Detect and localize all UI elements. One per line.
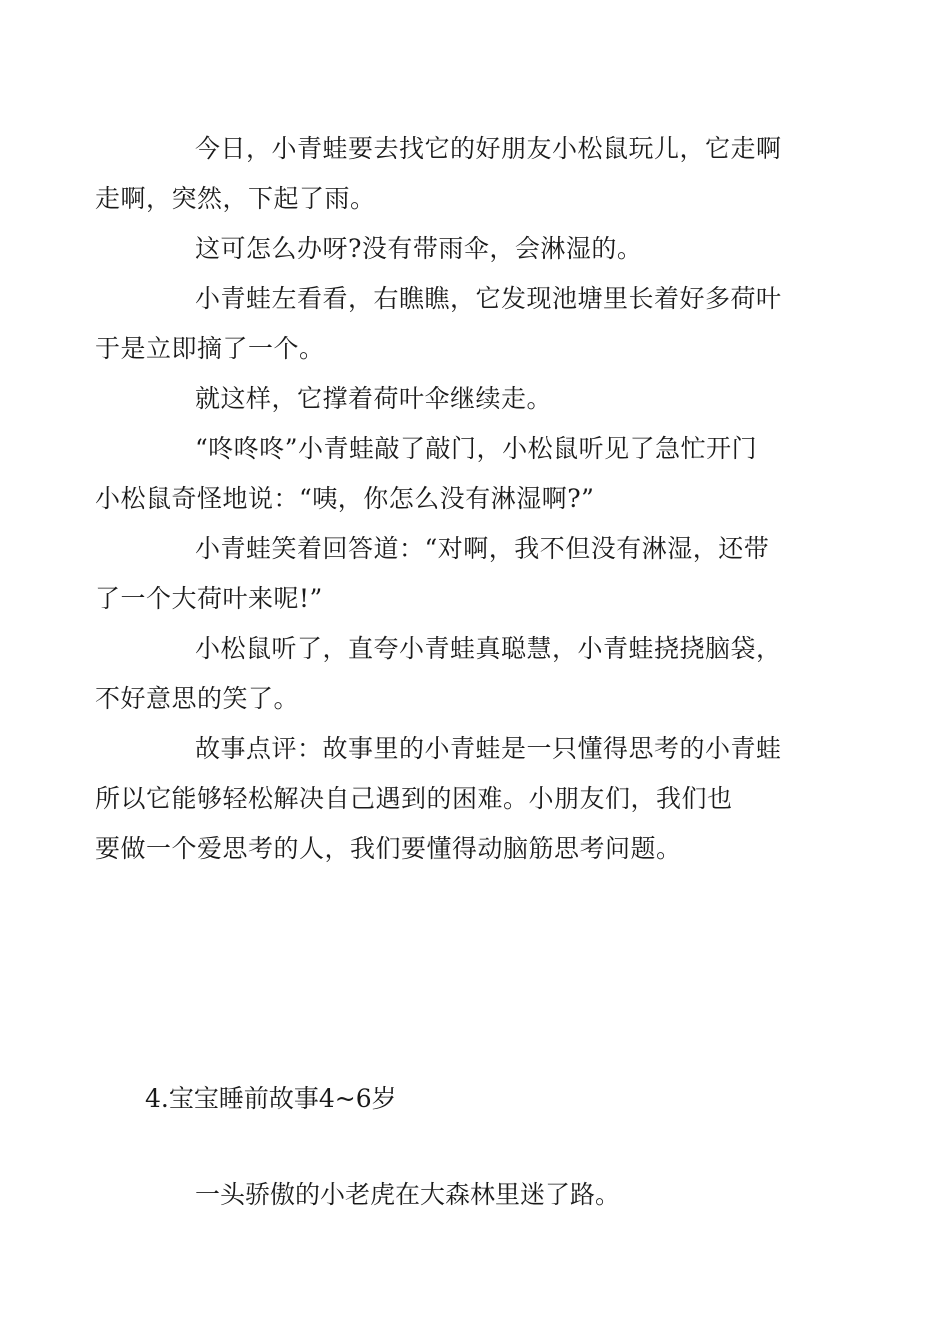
paragraph xyxy=(95,524,810,624)
text-line: 这可怎么办呀?没有带雨伞，会淋湿的。 xyxy=(195,234,643,263)
text-line: 了一个大荷叶来呢!” xyxy=(95,584,323,613)
text-line: 今日，小青蛙要去找它的好朋友小松鼠玩儿，它走啊 xyxy=(195,134,782,163)
paragraph xyxy=(95,624,810,724)
text-line: 小青蛙笑着回答道：“对啊，我不但没有淋湿，还带 xyxy=(195,534,770,563)
text-line: 小松鼠听了，直夸小青蛙真聪慧，小青蛙挠挠脑袋， xyxy=(195,634,782,663)
text-line: 小松鼠奇怪地说：“咦，你怎么没有淋湿啊?” xyxy=(95,484,595,513)
story-body xyxy=(95,124,810,874)
text-line: 要做一个爱思考的人，我们要懂得动脑筋思考问题。 xyxy=(95,834,682,863)
text-line: “咚咚咚”小青蛙敲了敲门，小松鼠听见了急忙开门 xyxy=(195,434,758,463)
paragraph xyxy=(95,724,810,874)
text-line: 于是立即摘了一个。 xyxy=(95,334,325,363)
text-line: 故事点评：故事里的小青蛙是一只懂得思考的小青蛙 xyxy=(195,734,782,763)
paragraph xyxy=(95,424,810,524)
text-line: 所以它能够轻松解决自己遇到的困难。小朋友们，我们也 xyxy=(95,784,733,813)
section-heading: 4.宝宝睡前故事4~6岁 xyxy=(145,1084,397,1113)
paragraph xyxy=(95,124,810,224)
text-line: 就这样，它撑着荷叶伞继续走。 xyxy=(195,384,553,413)
text-line: 不好意思的笑了。 xyxy=(95,684,300,713)
text-line: 走啊，突然，下起了雨。 xyxy=(95,184,376,213)
paragraph xyxy=(145,224,810,274)
text-line: 小青蛙左看看，右瞧瞧，它发现池塘里长着好多荷叶 xyxy=(195,284,782,313)
paragraph: 一头骄傲的小老虎在大森林里迷了路。 xyxy=(195,1180,621,1209)
paragraph xyxy=(145,374,810,424)
paragraph xyxy=(95,274,810,374)
